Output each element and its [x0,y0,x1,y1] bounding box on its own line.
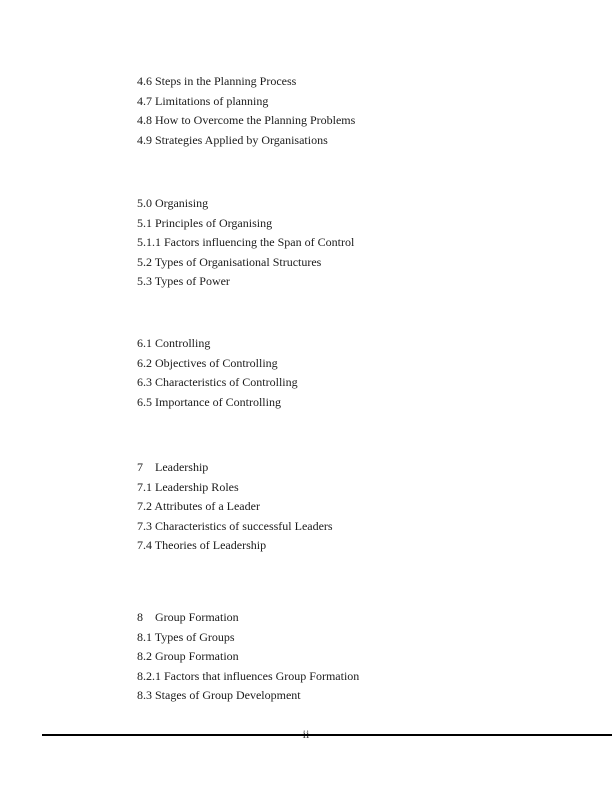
toc-section-8 [137,608,592,706]
toc-entry: 8.2.1 Factors that influences Group Formation [137,668,360,683]
toc-section-5 [137,194,592,292]
toc-entry: 5.1.1 Factors influencing the Span of Control [137,235,355,250]
toc-entry: 8.2 Group Formation [137,649,239,664]
toc-entry: 7.1 Leadership Roles [137,479,239,494]
toc-entry: 7.2 Attributes of a Leader [137,499,260,514]
toc-entry: 6.3 Characteristics of Controlling [137,375,298,390]
toc-entry: 8 Group Formation [137,610,239,624]
toc-entry: 7.4 Theories of Leadership [137,538,267,553]
toc-entry: 4.6 Steps in the Planning Process [137,74,297,88]
toc-entry: 5.1 Principles of Organising [137,215,273,230]
toc-entry: 4.8 How to Overcome the Planning Problems [137,113,356,128]
toc-entry: 7.3 Characteristics of successful Leaders [137,518,333,533]
toc-entry: 7 Leadership [137,460,209,474]
toc-entry: 5.2 Types of Organisational Structures [137,254,322,269]
toc-section-7 [137,458,592,556]
toc-entry: 6.1 Controlling [137,336,211,350]
toc-section-4 [137,72,592,150]
toc-entry: 6.2 Objectives of Controlling [137,355,278,370]
toc-entry: 6.5 Importance of Controlling [137,394,281,409]
toc-entry: 5.0 Organising [137,196,209,210]
toc-entry: 5.3 Types of Power [137,274,230,289]
toc-entry: 8.3 Stages of Group Development [137,688,301,703]
toc-section-6 [137,334,592,412]
toc-entry: 4.9 Strategies Applied by Organisations [137,132,328,147]
toc-entry: 4.7 Limitations of planning [137,93,269,108]
toc-entry: 8.1 Types of Groups [137,629,235,644]
footer-rule [42,734,612,736]
